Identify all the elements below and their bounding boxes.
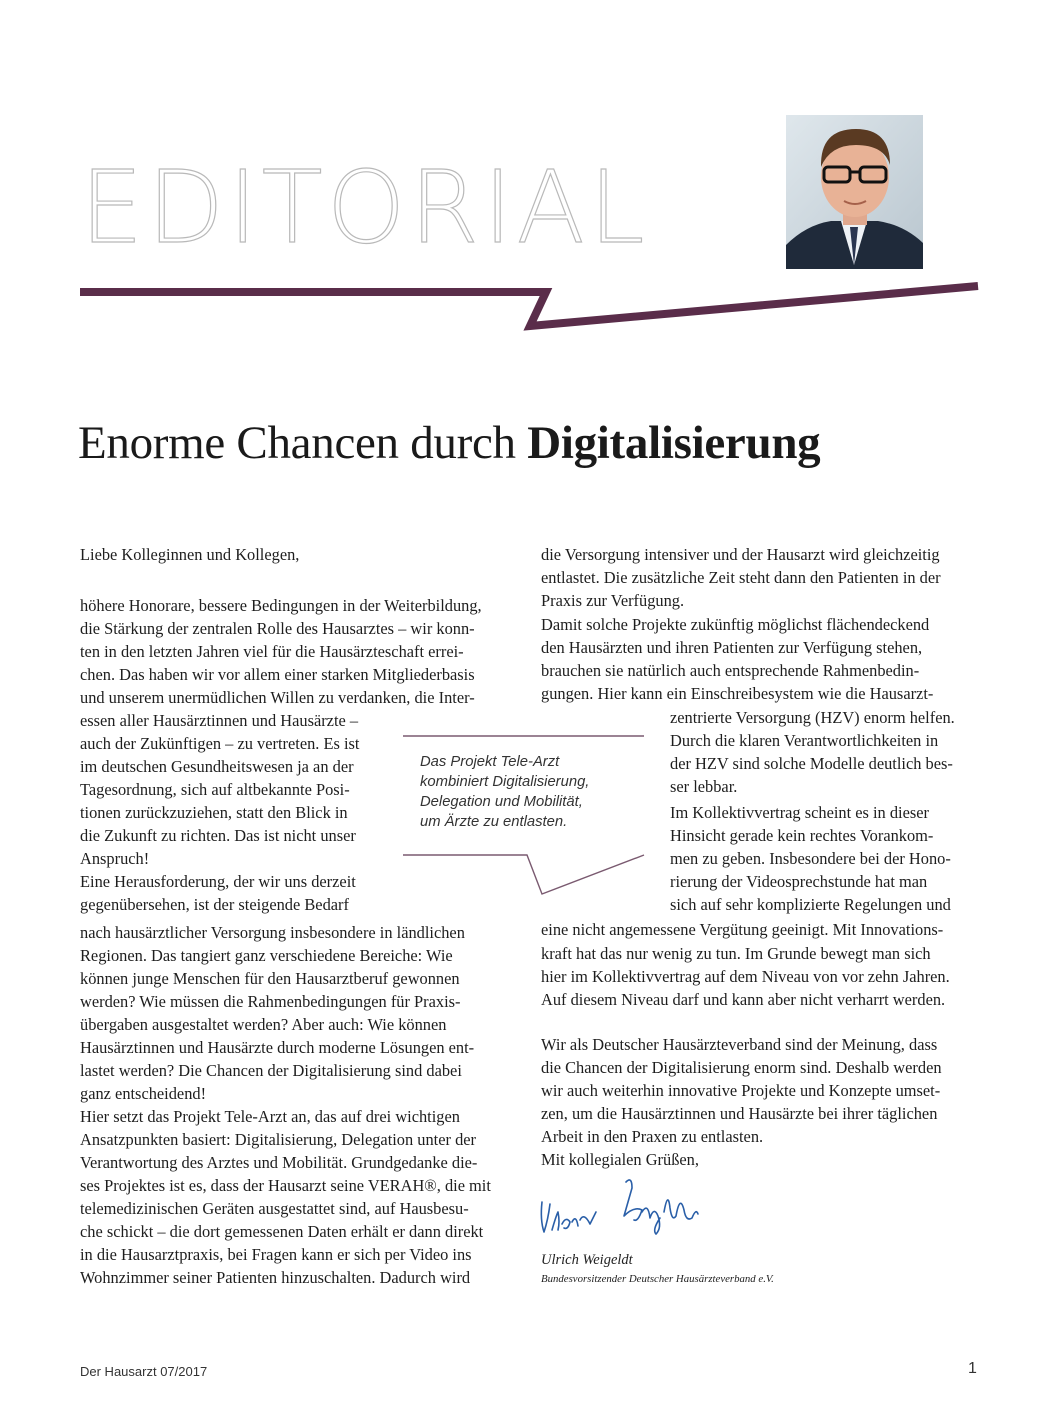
body-line: ser lebbar. bbox=[670, 777, 738, 796]
pull-quote-line: kombiniert Digitalisierung, bbox=[420, 774, 590, 790]
footer-publication: Der Hausarzt 07/2017 bbox=[80, 1364, 208, 1379]
body-line: sich auf sehr komplizierte Regelungen und bbox=[670, 895, 951, 914]
body-line: übergaben ausgestaltet werden? Aber auch: Wie können bbox=[80, 1015, 447, 1034]
body-line: Arbeit in den Praxen zu entlasten. bbox=[541, 1127, 764, 1146]
body-line: und unserem unermüdlichen Willen zu verdanken, die Inter- bbox=[80, 688, 475, 707]
body-line: men zu geben. Insbesondere bei der Hono- bbox=[670, 849, 951, 868]
body-line: der HZV sind solche Modelle deutlich bes- bbox=[670, 754, 953, 773]
headline-regular: Enorme Chancen durch bbox=[78, 417, 528, 469]
body-line: Hier setzt das Projekt Tele-Arzt an, das auf drei wichtigen bbox=[80, 1107, 460, 1126]
author-portrait bbox=[786, 115, 923, 269]
body-line: die Chancen der Digitalisierung enorm sind. Deshalb werden bbox=[541, 1058, 942, 1077]
body-line: gungen. Hier kann ein Einschreibesystem wie die Hausarzt- bbox=[541, 684, 934, 703]
body-line: kraft hat das nur wenig zu tun. Im Grunde bewegt man sich bbox=[541, 944, 931, 963]
headline bbox=[78, 416, 820, 470]
body-line: eine nicht angemessene Vergütung geeinigt. Mit Innovations- bbox=[541, 920, 944, 939]
body-line: im deutschen Gesundheitswesen ja an der bbox=[80, 757, 354, 776]
body-line: Ansatzpunkten basiert: Digitalisierung, Delegation unter der bbox=[80, 1130, 476, 1149]
body-line: ses Projektes ist es, dass der Hausarzt seine VERAH®, die mit bbox=[80, 1176, 491, 1195]
body-line: Verantwortung des Arztes und Mobilität. Grundgedanke die- bbox=[80, 1153, 478, 1172]
signer-name: Ulrich Weigeldt bbox=[541, 1252, 633, 1268]
pull-quote-line: Das Projekt Tele-Arzt bbox=[420, 754, 560, 770]
body-line: Anspruch! bbox=[80, 849, 150, 868]
body-line: wir auch weiterhin innovative Projekte und Konzepte umset- bbox=[541, 1081, 941, 1100]
footer-page-number: 1 bbox=[968, 1360, 977, 1377]
headline-bold: Digitalisierung bbox=[527, 417, 821, 469]
body-line: entlastet. Die zusätzliche Zeit steht dann den Patienten in der bbox=[541, 568, 941, 587]
body-line: lastet werden? Die Chancen der Digitalisierung sind dabei bbox=[80, 1061, 462, 1080]
body-line: zen, um die Hausärztinnen und Hausärzte bei ihrer täglichen bbox=[541, 1104, 938, 1123]
handwritten-signature bbox=[538, 1172, 708, 1244]
body-line: Praxis zur Verfügung. bbox=[541, 591, 685, 610]
signer-title: Bundesvorsitzender Deutscher Hausärzteverband e.V. bbox=[541, 1273, 774, 1285]
body-line: Wohnzimmer seiner Patienten hinzuschalten. Dadurch wird bbox=[80, 1268, 471, 1287]
body-line: den Hausärzten und ihren Patienten zur Verfügung stehen, bbox=[541, 638, 923, 657]
body-line: Regionen. Das tangiert ganz verschiedene Bereiche: Wie bbox=[80, 946, 453, 965]
body-line: essen aller Hausärztinnen und Hausärzte – bbox=[80, 711, 359, 730]
pull-quote-line: um Ärzte zu entlasten. bbox=[420, 814, 568, 830]
body-line: Mit kollegialen Grüßen, bbox=[541, 1150, 699, 1169]
body-line: Hausärztinnen und Hausärzte durch moderne Lösungen ent- bbox=[80, 1038, 475, 1057]
body-line: ten in den letzten Jahren viel für die Hausärzteschaft errei- bbox=[80, 642, 464, 661]
body-line: gegenübersehen, ist der steigende Bedarf bbox=[80, 895, 349, 914]
body-line: rierung der Videosprechstunde hat man bbox=[670, 872, 928, 891]
body-line: tionen zurückzuziehen, statt den Blick in bbox=[80, 803, 348, 822]
body-line: Damit solche Projekte zukünftig möglichst flächendeckend bbox=[541, 615, 930, 634]
pull-quote bbox=[420, 752, 650, 832]
masthead-speech-rule bbox=[0, 270, 1058, 340]
body-line: telemedizinischen Geräten ausgestattet sind, auf Hausbesu- bbox=[80, 1199, 469, 1218]
body-line: die Versorgung intensiver und der Hausarzt wird gleichzeitig bbox=[541, 545, 940, 564]
body-line: Durch die klaren Verantwortlichkeiten in bbox=[670, 731, 939, 750]
body-line: hier im Kollektivvertrag auf dem Niveau von vor zehn Jahren. bbox=[541, 967, 950, 986]
body-line: in die Hausarztpraxis, bei Fragen kann er sich per Video ins bbox=[80, 1245, 472, 1264]
body-line: auch der Zukünftigen – zu vertreten. Es ist bbox=[80, 734, 360, 753]
body-line: nach hausärztlicher Versorgung insbesondere in ländlichen bbox=[80, 923, 465, 942]
body-line: zentrierte Versorgung (HZV) enorm helfen. bbox=[670, 708, 955, 727]
body-line: Eine Herausforderung, der wir uns derzeit bbox=[80, 872, 356, 891]
body-line: brauchen sie natürlich auch entsprechende Rahmenbedin- bbox=[541, 661, 920, 680]
body-line: die Zukunft zu richten. Das ist nicht unser bbox=[80, 826, 356, 845]
body-line: Wir als Deutscher Hausärzteverband sind der Meinung, dass bbox=[541, 1035, 938, 1054]
body-line: Auf diesem Niveau darf und kann aber nicht verharrt werden. bbox=[541, 990, 946, 1009]
pull-quote-line: Delegation und Mobilität, bbox=[420, 794, 583, 810]
masthead-title: EDITORIAL bbox=[80, 149, 649, 266]
body-line: können junge Menschen für den Hausarztberuf gewonnen bbox=[80, 969, 460, 988]
body-line: höhere Honorare, bessere Bedingungen in der Weiterbildung, bbox=[80, 596, 482, 615]
body-line: Tagesordnung, sich auf altbekannte Posi- bbox=[80, 780, 350, 799]
body-line: Im Kollektivvertrag scheint es in dieser bbox=[670, 803, 929, 822]
body-line: ganz entscheidend! bbox=[80, 1084, 207, 1103]
body-line: che schickt – die dort gemessenen Daten erhält er dann direkt bbox=[80, 1222, 484, 1241]
body-line: Liebe Kolleginnen und Kollegen, bbox=[80, 545, 300, 564]
body-line: chen. Das haben wir vor allem einer starken Mitgliederbasis bbox=[80, 665, 475, 684]
body-line: die Stärkung der zentralen Rolle des Hausarztes – wir konn- bbox=[80, 619, 475, 638]
body-line: Hinsicht gerade kein rechtes Vorankom- bbox=[670, 826, 934, 845]
body-line: werden? Wie müssen die Rahmenbedingungen für Praxis- bbox=[80, 992, 461, 1011]
